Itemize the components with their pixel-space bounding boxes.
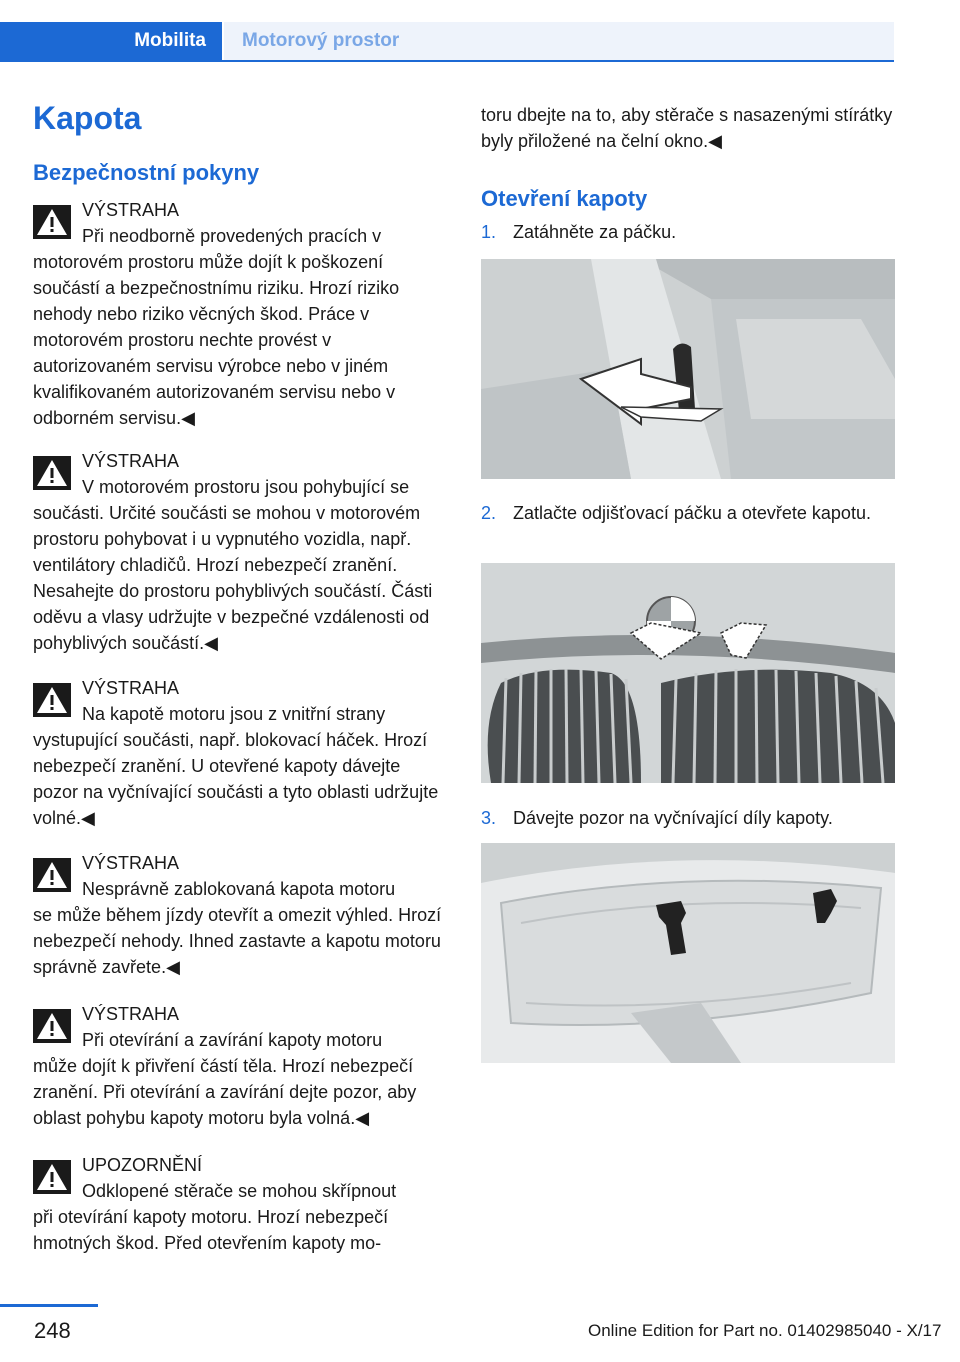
step-number: 2. xyxy=(481,503,497,523)
notice-label: UPOZORNĚNÍ xyxy=(82,1155,203,1175)
safety-heading: Bezpečnostní pokyny xyxy=(33,160,260,185)
warning-triangle-icon xyxy=(33,456,71,490)
warning-triangle-icon xyxy=(33,205,71,239)
step-text: Zatáhněte za páčku. xyxy=(513,222,677,242)
footer-rule xyxy=(0,1304,98,1307)
edition-note: Online Edition for Part no. 01402985040 - X/17 xyxy=(588,1321,942,1340)
opening-heading: Otevření kapoty xyxy=(481,186,648,211)
warning-text: Na kapotě motoru jsou z vnitřní strany vystupující součásti, např. blokovací háček. Hrozí nebezpečí zranění. U otevřené kapoty dávejte pozor na vyčnívající součásti a tyto oblasti udržujte volné.◀ xyxy=(33,704,439,828)
warning-text: Nesprávně zablokovaná kapota motoru se může během jízdy otevřít a omezit výhled. Hrozí nebezpečí nehody. Ihned zastavte a kapotu motoru správně zavřete.◀ xyxy=(33,879,442,977)
notice-text: Odklopené stěrače se mohou skřípnout při otevírání kapoty motoru. Hrozí nebezpečí hmotných škod. Před otevřením kapoty mo- xyxy=(33,1181,397,1253)
warning-triangle-icon xyxy=(33,683,71,717)
header-rule xyxy=(0,60,894,62)
warning-label: VÝSTRAHA xyxy=(82,200,180,220)
step-number: 3. xyxy=(481,808,497,828)
page-header xyxy=(0,0,960,62)
warning-text: Při otevírání a zavírání kapoty motoru může dojít k přivření částí těla. Hrozí nebezpečí zranění. Při otevírání a zavírání dejte pozor, aby oblast pohybu kapoty motoru byla volná.◀ xyxy=(33,1030,417,1128)
page-number: 248 xyxy=(34,1318,71,1343)
step-number: 1. xyxy=(481,222,497,242)
step-text: Zatlačte odjišťovací páčku a otevřete kapotu. xyxy=(513,503,871,523)
warning-block xyxy=(33,675,447,831)
warning-text: V motorovém prostoru jsou pohybující se součásti. Určité součásti se mohou v motorovém prostoru pohybovat i u vypnutého vozidla, např. ventilátory chladičů. Hrozí nebezpečí zranění. Nesahejte do prostoru pohyblivých součástí. Části oděvu a vlasy udržujte v bezpečné vzdálenosti od pohyblivých součástí.◀ xyxy=(33,477,433,653)
section-tab: Mobilita xyxy=(0,22,222,60)
notice-block xyxy=(33,1152,447,1256)
page-title: Kapota xyxy=(33,100,142,136)
warning-block xyxy=(33,448,447,656)
safety-catch-figure xyxy=(481,563,895,783)
step-item xyxy=(481,219,895,245)
warning-label: VÝSTRAHA xyxy=(82,451,180,471)
warning-triangle-icon xyxy=(33,1160,71,1194)
step-text: Dávejte pozor na vyčnívající díly kapoty. xyxy=(513,808,833,828)
warning-label: VÝSTRAHA xyxy=(82,853,180,873)
hood-underside-figure xyxy=(481,843,895,1063)
warning-label: VÝSTRAHA xyxy=(82,678,180,698)
chapter-tab: Motorový prostor xyxy=(224,22,894,60)
hood-release-lever-figure xyxy=(481,259,895,479)
step-item xyxy=(481,805,895,831)
warning-block xyxy=(33,1001,447,1131)
step-item xyxy=(481,500,895,526)
warning-block xyxy=(33,197,447,431)
continuation-text: toru dbejte na to, aby stěrače s nasazenými stírátky byly přiložené na čelní okno.◀ xyxy=(481,105,893,151)
warning-text: Při neodborně provedených pracích v motorovém prostoru může dojít k poškození součástí a bezpečnostnímu riziku. Hrozí riziko nehody nebo riziko věcných škod. Práce v motorovém prostoru nechte provést v autorizovaném servisu výrobce nebo v jiném kvalifikovaném autorizovaném servisu nebo v odborném servisu.◀ xyxy=(33,226,400,428)
warning-block xyxy=(33,850,447,980)
warning-label: VÝSTRAHA xyxy=(82,1004,180,1024)
warning-triangle-icon xyxy=(33,858,71,892)
warning-triangle-icon xyxy=(33,1009,71,1043)
